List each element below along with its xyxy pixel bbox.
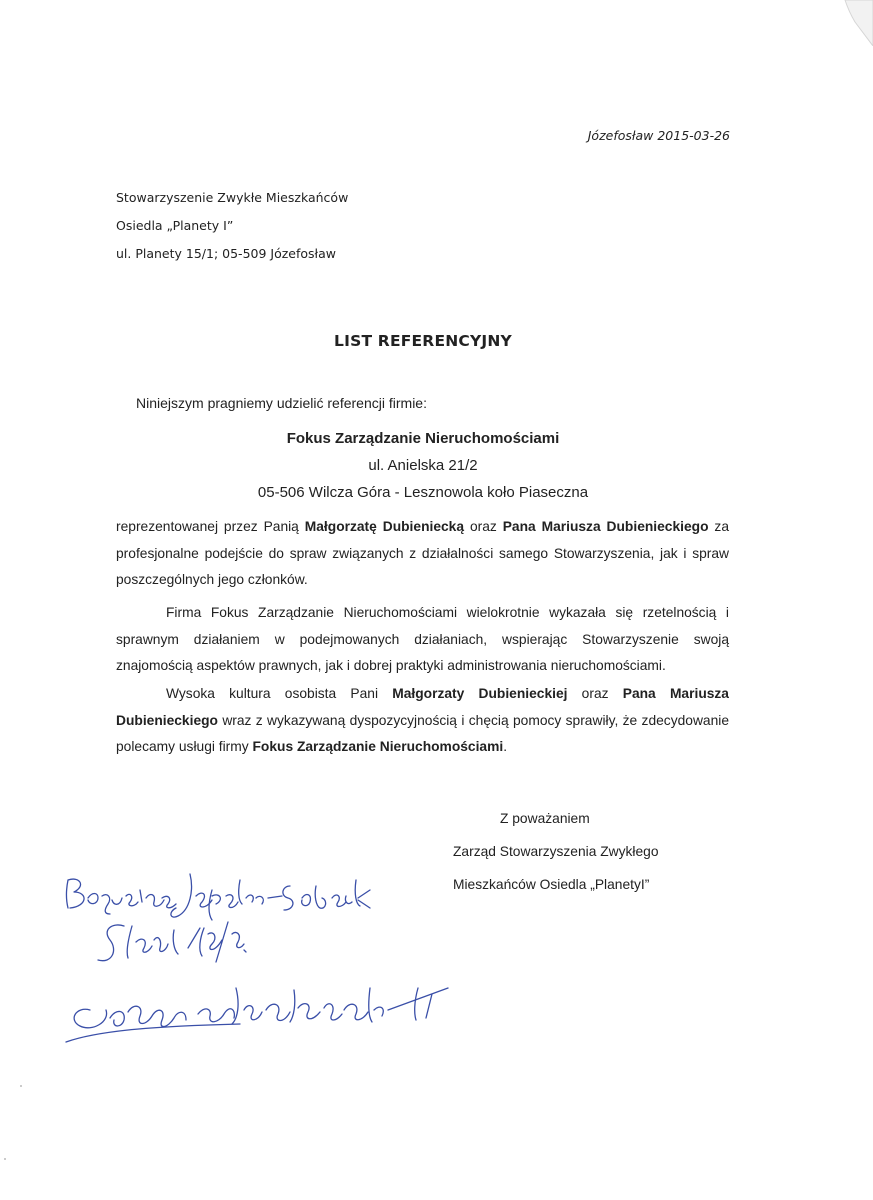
sender-line-estate: Osiedla „Planety I” bbox=[116, 218, 234, 233]
closing-estate-line: Mieszkańców Osiedla „PlanetyI” bbox=[453, 877, 650, 892]
sender-address bbox=[116, 184, 348, 268]
paragraph3-company: Fokus Zarządzanie Nieruchomościami bbox=[252, 739, 504, 754]
paragraph3-name-2: Pana Mariusza Dubienieckiego bbox=[116, 686, 729, 728]
signature-3 bbox=[66, 988, 448, 1042]
paragraph1-text-3: za profesjonalne podejście do spraw związanych z działalności samego Stowarzyszenia, jak i spraw poszczególnych jego członków. bbox=[116, 519, 729, 587]
company-name: Fokus Zarządzanie Nieruchomościami bbox=[286, 430, 560, 447]
intro-sentence: Niniejszym pragniemy udzielić referencji firmie: bbox=[136, 395, 427, 411]
closing-greeting: Z poważaniem bbox=[500, 811, 590, 826]
letter-date: Józefosław 2015-03-26 bbox=[587, 128, 730, 143]
paragraph1-text-2: oraz bbox=[464, 519, 503, 534]
sender-line-org: Stowarzyszenie Zwykłe Mieszkańców bbox=[116, 190, 349, 205]
paragraph1-name-2: Pana Mariusza Dubienieckiego bbox=[502, 519, 709, 534]
paragraph1-text-1: reprezentowanej przez Panią bbox=[116, 519, 305, 534]
paragraph3-text-3: wraz z wykazywaną dyspozycyjnością i chęcią pomocy sprawiły, że zdecydowanie polecamy usługi firmy bbox=[116, 712, 729, 754]
closing-board-line: Zarząd Stowarzyszenia Zwykłego bbox=[453, 844, 659, 859]
paragraph3-text-1: Wysoka kultura osobista Pani bbox=[166, 686, 393, 701]
paragraph-representation bbox=[116, 514, 729, 594]
scan-speck bbox=[20, 1085, 22, 1087]
paragraph3-text-4: . bbox=[503, 739, 508, 754]
page-corner-fold bbox=[839, 0, 873, 46]
scan-speck bbox=[4, 1158, 6, 1160]
closing-block bbox=[453, 802, 659, 901]
paragraph3-text-2: oraz bbox=[567, 686, 623, 701]
paragraph-recommendation bbox=[116, 681, 729, 761]
signature-2 bbox=[98, 922, 246, 962]
sender-line-street: ul. Planety 15/1; 05-509 Józefosław bbox=[116, 246, 336, 261]
letter-title: LIST REFERENCYJNY bbox=[334, 332, 512, 350]
company-address bbox=[0, 425, 846, 506]
handwritten-signatures bbox=[40, 860, 480, 1060]
paragraph-reliability: Firma Fokus Zarządzanie Nieruchomościami wielokrotnie wykazała się rzetelnością i sprawnym działaniem w podejmowanych działaniach, wspierając Stowarzyszenie swoją znajomością aspektów prawnych, jak i dobrej praktyki administrowania nieruchomościami. bbox=[116, 605, 729, 673]
paragraph3-name-1: Małgorzaty Dubienieckiej bbox=[392, 686, 568, 701]
company-city: 05-506 Wilcza Góra - Lesznowola koło Piaseczna bbox=[257, 484, 589, 501]
paragraph1-name-1: Małgorzatę Dubieniecką bbox=[304, 519, 465, 534]
signature-1 bbox=[67, 874, 371, 920]
company-street: ul. Anielska 21/2 bbox=[368, 457, 478, 474]
